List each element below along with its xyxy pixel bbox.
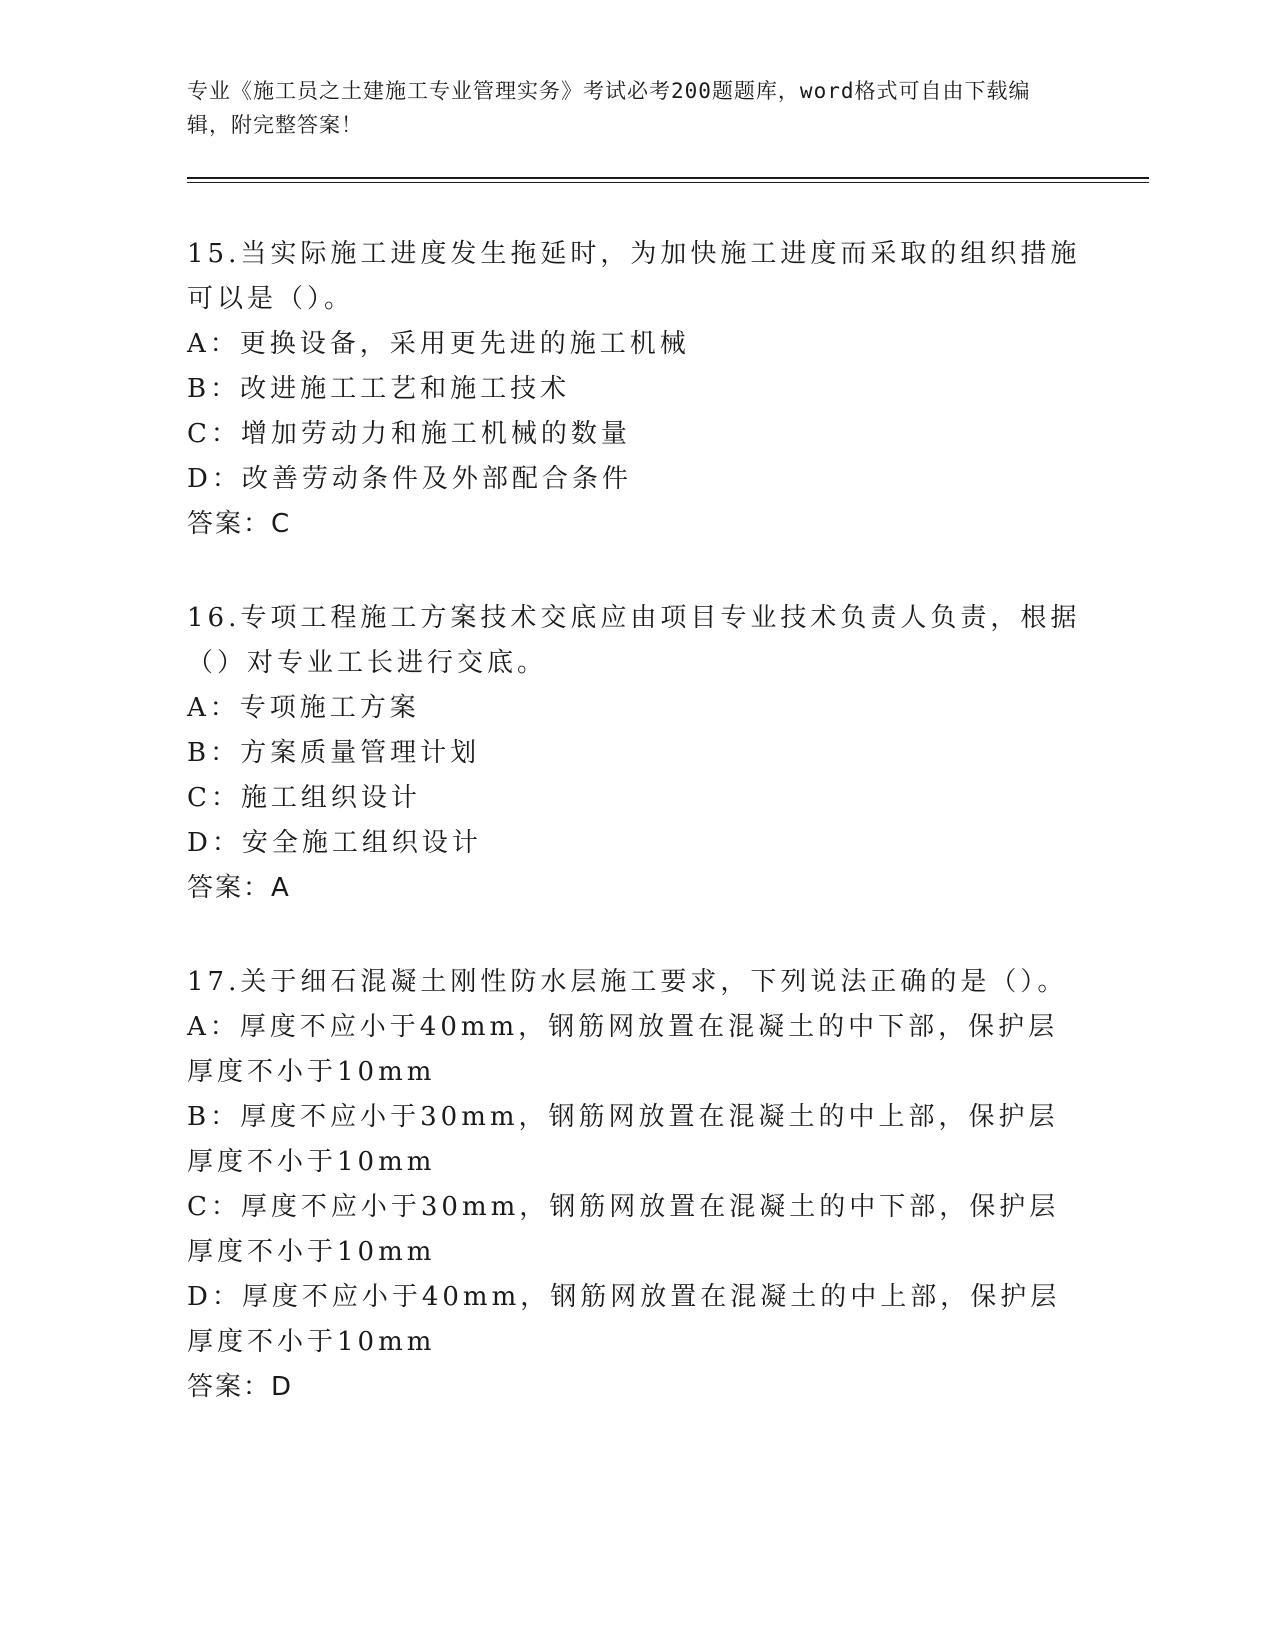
- answer-label: 答案：A: [187, 873, 291, 903]
- question-16: [187, 596, 1087, 911]
- option-d: D：安全施工组织设计: [187, 828, 482, 858]
- option-c: C：增加劳动力和施工机械的数量: [187, 419, 631, 449]
- option-a: A：专项施工方案: [187, 693, 420, 723]
- answer-label: 答案：C: [187, 509, 292, 539]
- option-b: B：厚度不应小于30mm，钢筋网放置在混凝土的中上部，保护层厚度不小于10mm: [187, 1102, 1059, 1177]
- header-divider-thin: [187, 182, 1149, 183]
- option-d: D：厚度不应小于40mm，钢筋网放置在混凝土的中上部，保护层厚度不小于10mm: [187, 1282, 1061, 1357]
- answer-label: 答案：D: [187, 1372, 294, 1402]
- question-15: [187, 232, 1087, 547]
- option-c: C：厚度不应小于30mm，钢筋网放置在混凝土的中下部，保护层厚度不小于10mm: [187, 1192, 1060, 1267]
- option-a: A：更换设备，采用更先进的施工机械: [187, 329, 690, 359]
- question-stem: 16.专项工程施工方案技术交底应由项目专业技术负责人负责，根据（）对专业工长进行交底。: [187, 603, 1081, 678]
- question-17: [187, 960, 1087, 1410]
- option-a: A：厚度不应小于40mm，钢筋网放置在混凝土的中下部，保护层厚度不小于10mm: [187, 1012, 1059, 1087]
- question-stem: 17.关于细石混凝土刚性防水层施工要求，下列说法正确的是（）。: [187, 967, 1068, 997]
- option-b: B：改进施工工艺和施工技术: [187, 374, 571, 404]
- option-c: C：施工组织设计: [187, 783, 421, 813]
- option-d: D：改善劳动条件及外部配合条件: [187, 464, 632, 494]
- question-stem: 15.当实际施工进度发生拖延时，为加快施工进度而采取的组织措施可以是（）。: [187, 239, 1081, 314]
- document-header: 专业《施工员之土建施工专业管理实务》考试必考200题题库，word格式可自由下载编辑，附完整答案！: [187, 79, 1031, 137]
- header-divider-thick: [187, 177, 1149, 179]
- option-b: B：方案质量管理计划: [187, 738, 481, 768]
